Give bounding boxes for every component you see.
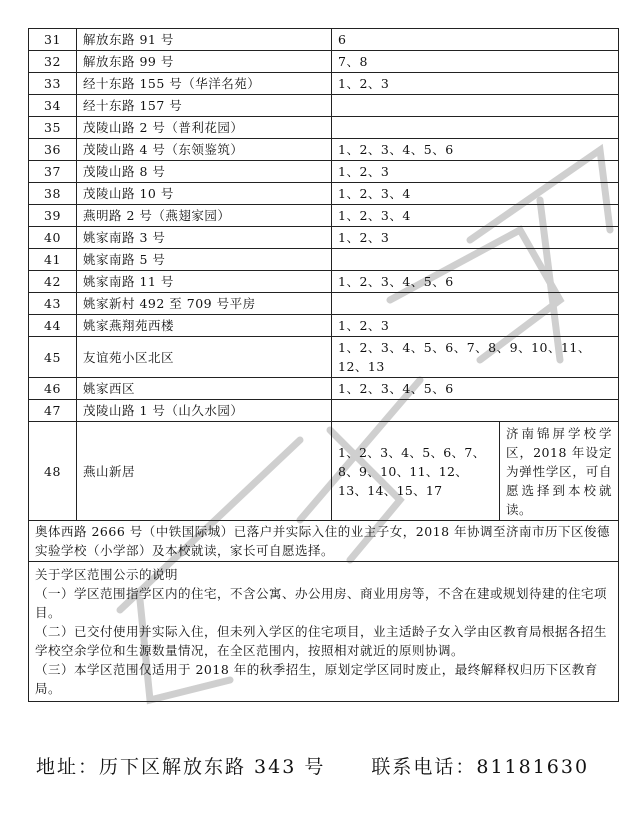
row-address: 姚家西区 [77,378,332,400]
table-row [29,293,619,315]
table-row [29,73,619,95]
row-address: 姚家南路 11 号 [77,271,332,293]
footer-phone: 联系电话：81181630 [371,756,590,778]
row-buildings: 1、2、3、4 [332,183,619,205]
row-address: 姚家南路 5 号 [77,249,332,271]
row-buildings: 1、2、3、4、5、6 [332,271,619,293]
row-buildings: 6 [332,29,619,51]
row-number: 32 [29,51,77,73]
table-row [29,29,619,51]
row-address: 姚家新村 492 至 709 号平房 [77,293,332,315]
row-number: 37 [29,161,77,183]
table-row [29,337,619,378]
row-buildings [332,117,619,139]
table-row [29,51,619,73]
row-buildings: 1、2、3、4、5、6、7、8、9、10、11、12、13、14、15、17 [332,422,500,521]
row-buildings [332,293,619,315]
row-number: 40 [29,227,77,249]
row-buildings: 1、2、3 [332,315,619,337]
document-sheet [28,28,618,702]
table-row [29,378,619,400]
row-number: 41 [29,249,77,271]
table-row [29,271,619,293]
row-number: 42 [29,271,77,293]
footer [36,752,589,779]
row-buildings: 1、2、3 [332,73,619,95]
table-row [29,249,619,271]
row-buildings: 1、2、3 [332,161,619,183]
row-address: 茂陵山路 4 号（东领鉴筑） [77,139,332,161]
row-buildings: 1、2、3、4 [332,205,619,227]
table-row [29,400,619,422]
row-number: 38 [29,183,77,205]
row-number: 48 [29,422,77,521]
row-address: 姚家南路 3 号 [77,227,332,249]
special-note: 奥体西路 2666 号（中铁国际城）已落户并实际入住的业主子女，2018 年协调至济南市历下区俊德实验学校（小学部）及本校就读，家长可自愿选择。 [29,521,619,562]
table-row [29,183,619,205]
explanation-item-2: （二）已交付使用并实际入住，但未列入学区的住宅项目，业主适龄子女入学由区教育局根据各招生学校空余学位和生源数量情况，在全区范围内，按照相对就近的原则协调。 [35,624,608,658]
row-number: 36 [29,139,77,161]
footer-address: 地址：历下区解放东路 343 号 [36,756,326,778]
row-number: 33 [29,73,77,95]
row-note: 济南锦屏学校学区，2018 年设定为弹性学区，可自愿选择到本校就读。 [500,422,619,521]
row-buildings [332,400,619,422]
row-number: 46 [29,378,77,400]
table-row-48 [29,422,619,521]
table-row [29,139,619,161]
row-buildings: 1、2、3、4、5、6 [332,378,619,400]
row-buildings: 1、2、3 [332,227,619,249]
row-address: 茂陵山路 8 号 [77,161,332,183]
row-buildings: 1、2、3、4、5、6、7、8、9、10、11、12、13 [332,337,619,378]
row-address: 茂陵山路 10 号 [77,183,332,205]
explanation-title: 关于学区范围公示的说明 [35,567,179,582]
row-address: 姚家燕翔苑西楼 [77,315,332,337]
explanation-row [29,562,619,702]
row-buildings [332,249,619,271]
table-row [29,227,619,249]
table-row [29,95,619,117]
row-number: 47 [29,400,77,422]
row-address: 燕明路 2 号（燕翅家园） [77,205,332,227]
table-row [29,161,619,183]
row-number: 44 [29,315,77,337]
row-address: 经十东路 157 号 [77,95,332,117]
special-note-row [29,521,619,562]
explanation-item-3: （三）本学区范围仅适用于 2018 年的秋季招生，原划定学区同时废止，最终解释权归历下区教育局。 [35,662,598,696]
row-address: 燕山新居 [77,422,332,521]
row-number: 31 [29,29,77,51]
row-address: 解放东路 99 号 [77,51,332,73]
row-address: 解放东路 91 号 [77,29,332,51]
row-number: 45 [29,337,77,378]
row-number: 39 [29,205,77,227]
explanation-block [29,562,619,702]
explanation-item-1: （一）学区范围指学区内的住宅，不含公寓、办公用房、商业用房等，不含在建或规划待建的住宅项目。 [35,586,608,620]
district-table [28,28,619,702]
row-buildings: 7、8 [332,51,619,73]
row-number: 35 [29,117,77,139]
district-rows [29,29,619,422]
row-address: 经十东路 155 号（华洋名苑） [77,73,332,95]
row-address: 友谊苑小区北区 [77,337,332,378]
row-buildings: 1、2、3、4、5、6 [332,139,619,161]
row-number: 34 [29,95,77,117]
table-row [29,315,619,337]
row-number: 43 [29,293,77,315]
row-address: 茂陵山路 2 号（普利花园） [77,117,332,139]
row-buildings [332,95,619,117]
table-row [29,205,619,227]
row-address: 茂陵山路 1 号（山久水园） [77,400,332,422]
table-row [29,117,619,139]
